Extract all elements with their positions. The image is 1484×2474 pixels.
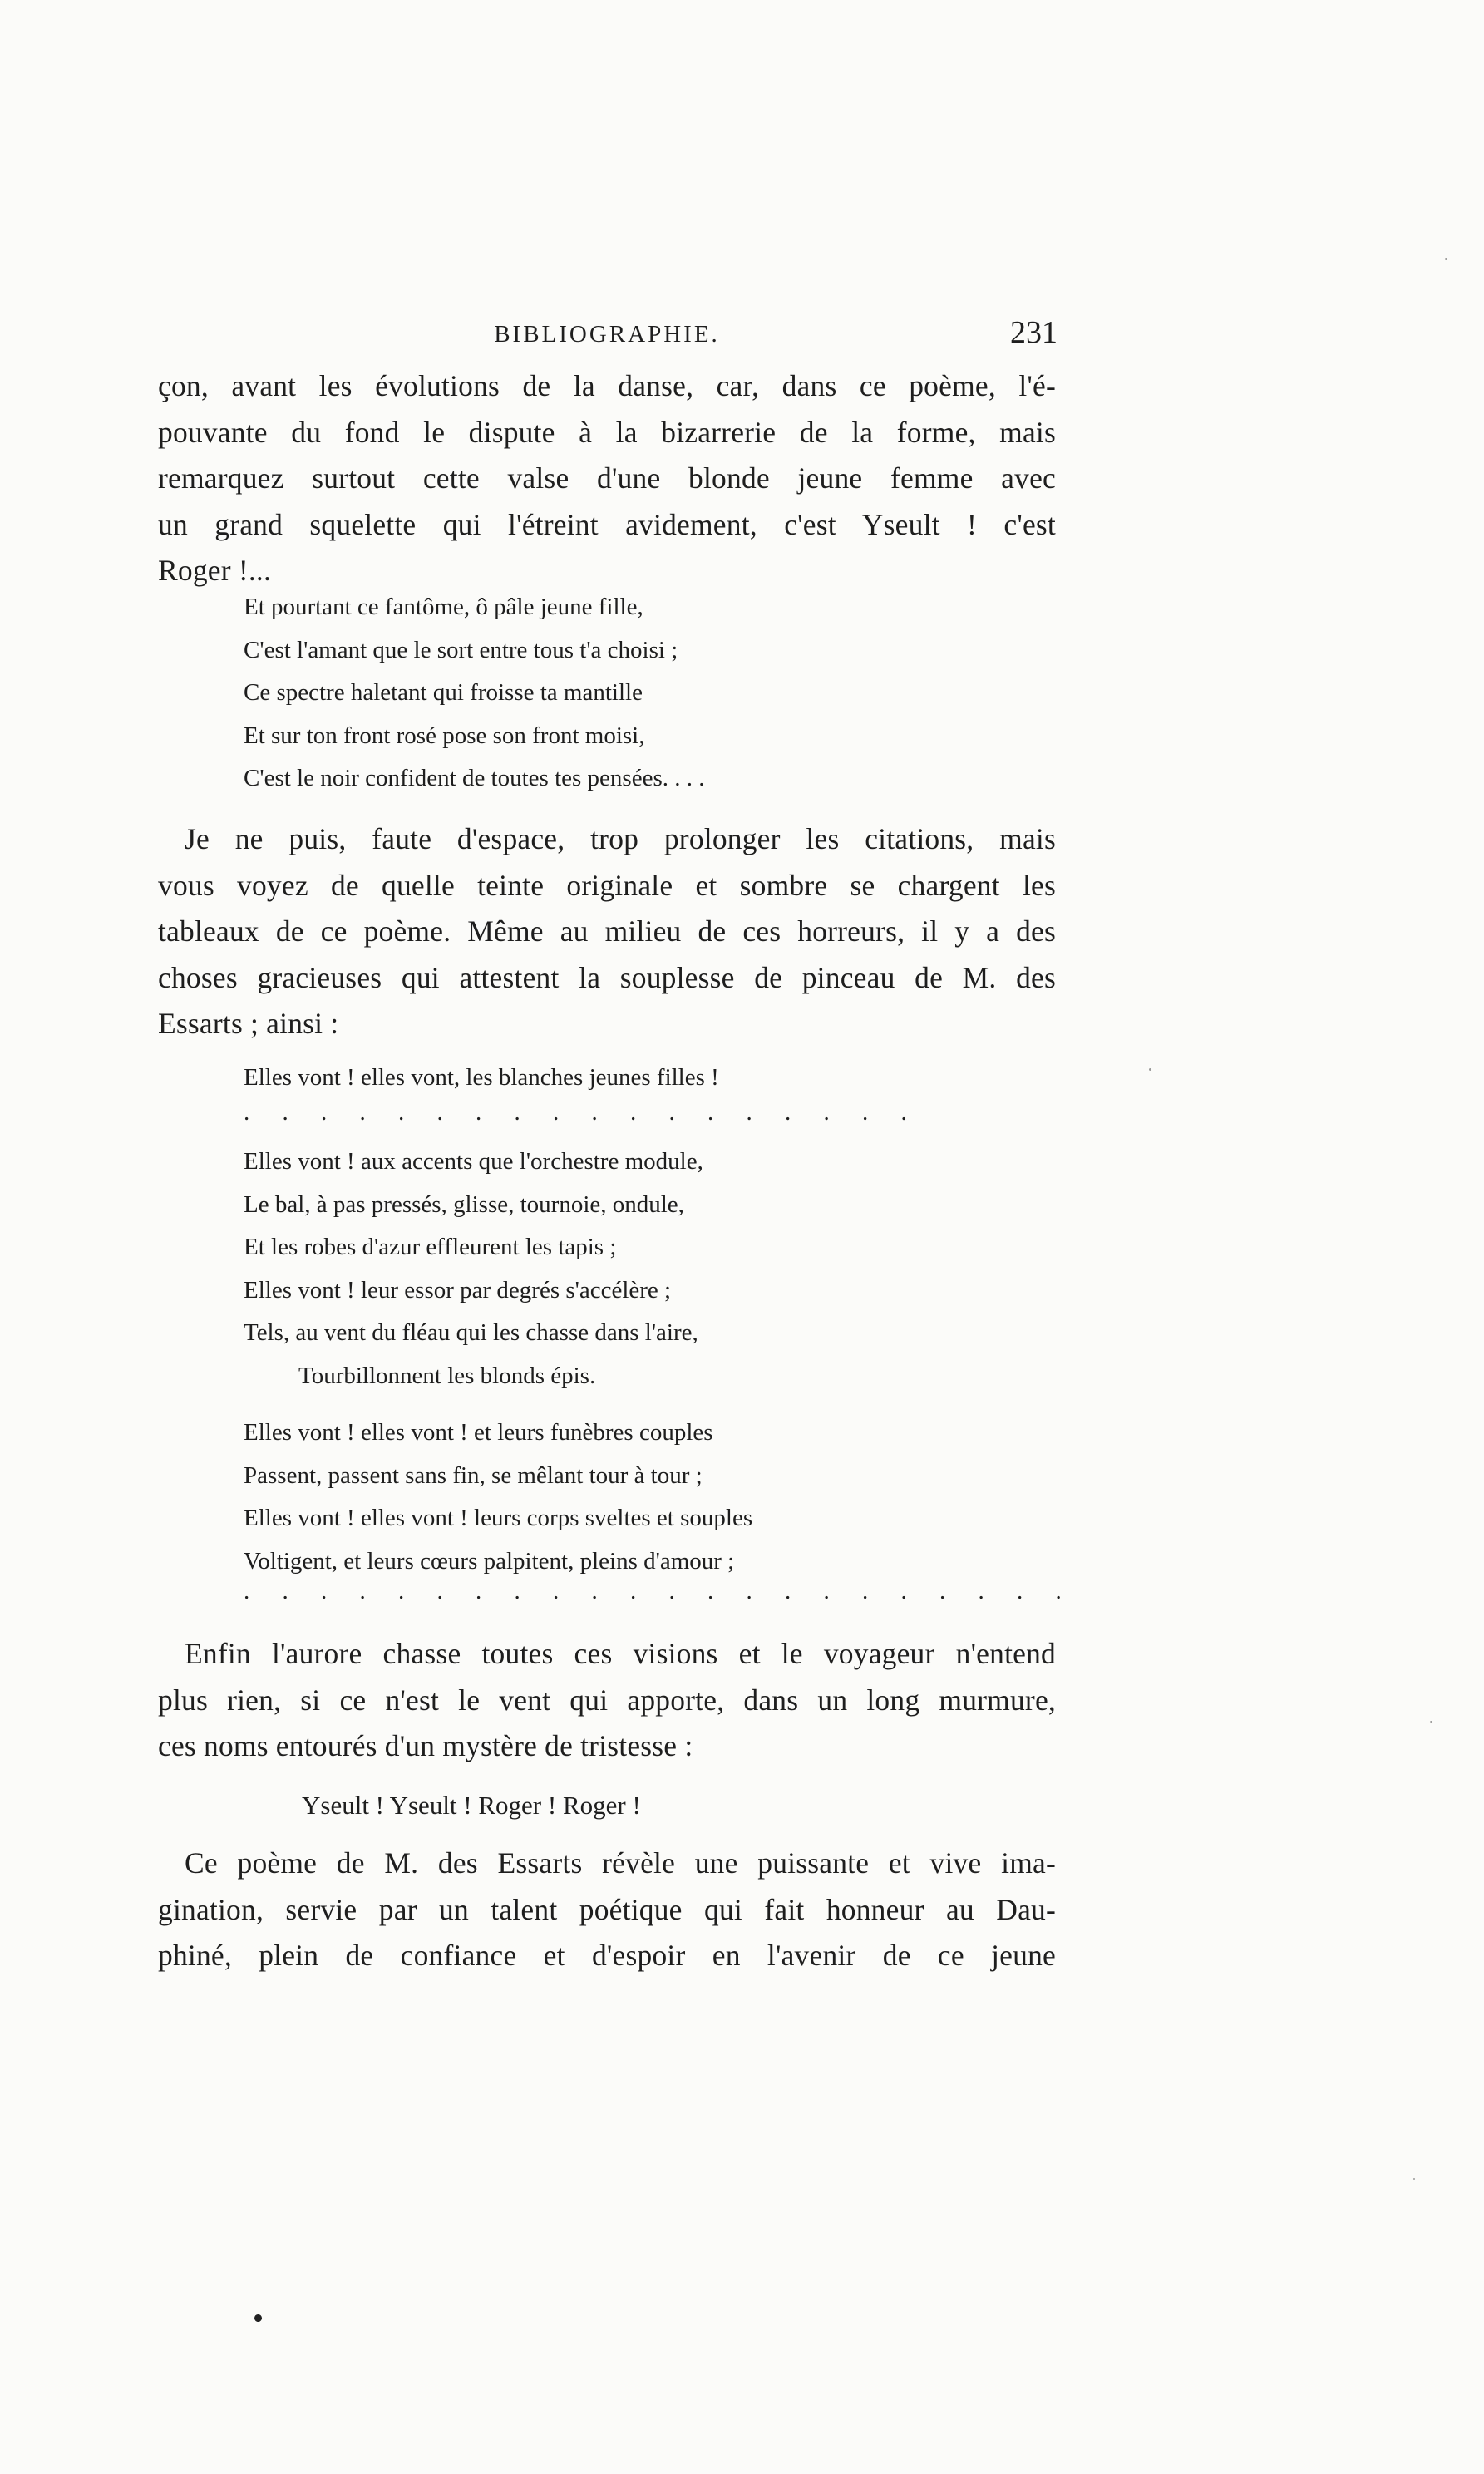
text-line: phiné, plein de confiance et d'espoir en l'avenir de ce jeune [158,1939,1056,1972]
verse-line: C'est l'amant que le sort entre tous t'a choisi ; [244,636,678,663]
paragraph-4 [158,1841,1056,1979]
paper-speck [1445,258,1447,260]
verse-quote-3 [244,1412,752,1583]
paragraph-1 [158,363,1056,594]
running-head: BIBLIOGRAPHIE. [494,321,720,347]
paper-speck [1430,1721,1432,1723]
text-line: pouvante du fond le dispute à la bizarrerie de la forme, mais [158,415,1056,449]
verse-line: Elles vont ! aux accents que l'orchestre module, [244,1148,703,1175]
page-header [158,314,1056,356]
verse-quote-2 [244,1141,703,1397]
text-line: choses gracieuses qui attestent la souplesse de pinceau de M. des [158,960,1056,994]
verse-line: Passent, passent sans fin, se mêlant tour à tour ; [244,1461,703,1489]
verse-line: Elles vont ! elles vont ! et leurs funèbres couples [244,1419,713,1446]
ink-blot [254,2314,264,2324]
verse-line: Tourbillonnent les blonds épis. [298,1362,596,1389]
text-line: ces noms entourés d'un mystère de tristesse : [158,1729,693,1762]
text-line: remarquez surtout cette valse d'une blonde jeune femme avec [158,461,1056,495]
text-line: Roger !... [158,554,272,587]
verse-line: Elles vont ! elles vont ! leurs corps sveltes et souples [244,1505,753,1531]
ellipsis-row: . . . . . . . . . . . . . . . . . . . . . . [244,1578,1075,1604]
text-line: Enfin l'aurore chasse toutes ces visions et le voyageur n'entend [185,1637,1056,1670]
verse-line: Yseult ! Yseult ! Roger ! Roger ! [302,1791,641,1820]
paper-speck [1149,1068,1151,1071]
text-line: gination, servie par un talent poétique qui fait honneur au Dau- [158,1892,1056,1926]
text-line: çon, avant les évolutions de la danse, car, dans ce poème, l'é- [158,369,1056,402]
paragraph-3 [158,1631,1056,1770]
verse-line: Tels, au vent du fléau qui les chasse dans l'aire, [244,1319,698,1346]
text-line: Essarts ; ainsi : [158,1007,339,1040]
text-line: vous voyez de quelle teinte originale et sombre se chargent les [158,868,1056,902]
refrain-quote [302,1784,641,1827]
verse-line: C'est le noir confident de toutes tes pensées. . . . [244,765,705,791]
verse-line: Et pourtant ce fantôme, ô pâle jeune fille, [244,594,643,620]
paper-speck [1413,2178,1415,2180]
text-line: plus rien, si ce n'est le vent qui apporte, dans un long murmure, [158,1683,1056,1717]
text-line: tableaux de ce poème. Même au milieu de ces horreurs, il y a des [158,914,1056,948]
text-line: un grand squelette qui l'étreint avidement, c'est Yseult ! c'est [158,507,1056,541]
verse-line: Elles vont ! elles vont, les blanches jeunes filles ! [244,1064,719,1091]
verse-quote-2-first [244,1057,719,1100]
verse-line: Elles vont ! leur essor par degrés s'accélère ; [244,1276,672,1304]
verse-quote-1 [244,586,704,801]
page-number: 231 [1010,315,1058,350]
paragraph-2 [158,816,1056,1047]
verse-line: Ce spectre haletant qui froisse ta mantille [244,679,643,706]
verse-line: Le bal, à pas pressés, glisse, tournoie, ondule, [244,1190,684,1218]
verse-line: Et les robes d'azur effleurent les tapis ; [244,1234,617,1260]
verse-line: Voltigent, et leurs cœurs palpitent, pleins d'amour ; [244,1547,735,1575]
text-line: Ce poème de M. des Essarts révèle une puissante et vive ima- [185,1846,1056,1880]
text-line: Je ne puis, faute d'espace, trop prolonger les citations, mais [185,822,1056,855]
ellipsis-row: . . . . . . . . . . . . . . . . . . [244,1099,920,1126]
verse-line: Et sur ton front rosé pose son front moisi, [244,722,645,749]
